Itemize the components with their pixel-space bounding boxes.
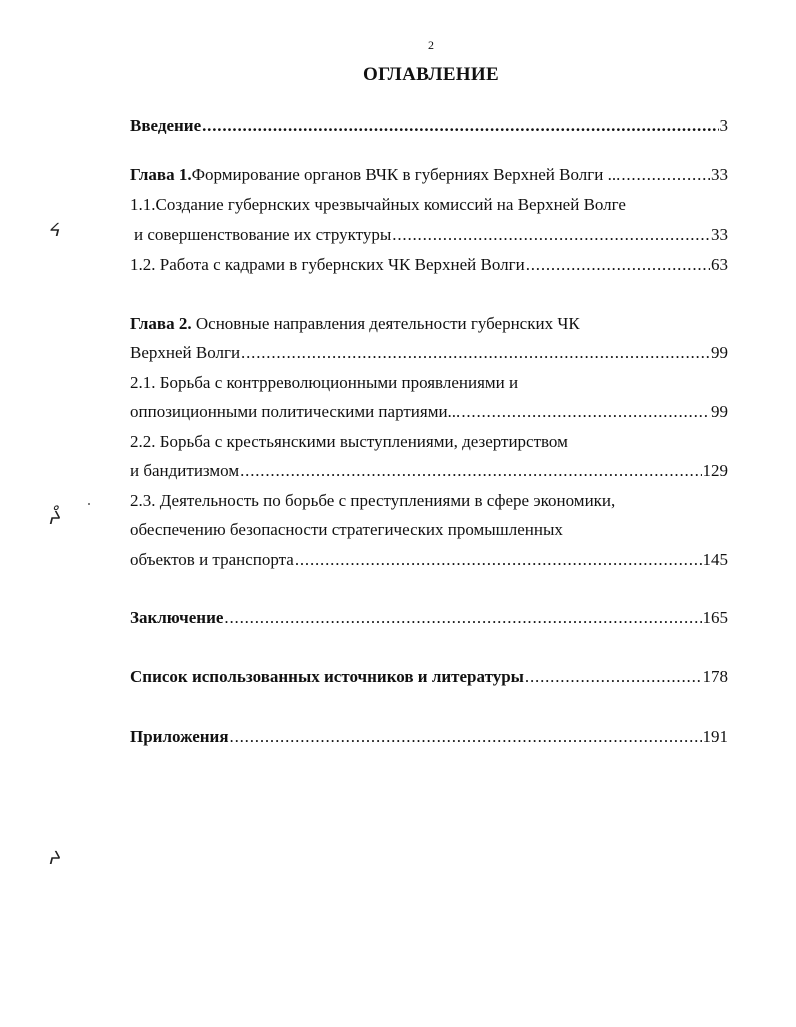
toc-entry-1-2	[130, 253, 728, 277]
toc-leader	[202, 114, 718, 138]
toc-page: 33	[711, 225, 728, 244]
toc-entry-introduction	[130, 114, 728, 138]
toc-label: Список использованных источников и литературы	[130, 667, 524, 686]
toc-page: 145	[702, 550, 728, 569]
page-number: 2	[428, 38, 434, 52]
toc-page: 178	[702, 667, 728, 686]
toc-entry-2-3-line1: 2.3. Деятельность по борьбе с преступлениями в сфере экономики,	[130, 491, 616, 510]
toc-entry-2-3-line3	[130, 548, 728, 572]
toc-entry-conclusion	[130, 606, 728, 630]
toc-entry-sources	[130, 665, 728, 689]
toc-label: оппозиционными политическими партиями...	[130, 402, 461, 421]
toc-page: 99	[711, 343, 728, 362]
margin-handwritten-mark: ᔧ	[48, 508, 60, 528]
scan-speck	[88, 503, 90, 505]
toc-label: Верхней Волги	[130, 343, 241, 362]
toc-leader	[240, 459, 701, 483]
margin-handwritten-mark: ᔦ	[48, 220, 60, 240]
toc-label: Введение	[130, 116, 202, 135]
toc-label: Заключение	[130, 608, 224, 627]
toc-entry-chapter-1	[130, 163, 728, 187]
toc-page: 165	[702, 608, 728, 627]
toc-leader	[295, 548, 702, 572]
toc-leader	[224, 606, 701, 630]
toc-leader	[241, 341, 710, 365]
toc-label	[130, 163, 620, 187]
toc-entry-2-1-line2	[130, 400, 728, 424]
toc-entry-2-3-line2: обеспечению безопасности стратегических промышленных	[130, 520, 563, 539]
toc-label: объектов и транспорта	[130, 550, 294, 569]
toc-page: 63	[711, 255, 728, 274]
toc-page: 33	[711, 165, 728, 184]
chapter-title: Основные направления деятельности губернских ЧК	[191, 314, 580, 333]
toc-entry-chapter-2-line1	[130, 312, 728, 336]
toc-leader	[392, 223, 710, 247]
toc-leader	[461, 400, 710, 424]
toc-label: 1.2. Работа с кадрами в губернских ЧК Верхней Волги	[130, 255, 525, 274]
chapter-prefix: Глава 1.	[130, 165, 192, 184]
toc-label: и бандитизмом	[130, 461, 240, 480]
toc-label: и совершенствование их структуры	[134, 225, 392, 244]
toc-page: 3	[719, 116, 728, 135]
toc-entry-1-1-line1: 1.1.Создание губернских чрезвычайных комиссий на Верхней Волге	[130, 195, 626, 214]
toc-leader	[525, 665, 702, 689]
page-title: ОГЛАВЛЕНИЕ	[363, 64, 499, 85]
toc-entry-1-1-line2	[134, 223, 728, 247]
chapter-title: Формирование органов ВЧК в губерниях Верхней Волги ...	[191, 165, 621, 184]
toc-entry-2-1-line1: 2.1. Борьба с контрреволюционными проявлениями и	[130, 373, 519, 392]
toc-leader	[526, 253, 710, 277]
toc-entry-2-2-line2	[130, 459, 728, 483]
chapter-prefix: Глава 2.	[130, 314, 192, 333]
toc-page: 191	[702, 727, 728, 746]
margin-handwritten-mark: ᔨ	[48, 848, 60, 868]
toc-leader	[230, 725, 702, 749]
toc-label: Приложения	[130, 727, 229, 746]
toc-entry-chapter-2-line2	[130, 341, 728, 365]
toc-leader	[621, 163, 710, 187]
toc-page: 99	[711, 402, 728, 421]
toc-entry-2-2-line1: 2.2. Борьба с крестьянскими выступлениями, дезертирством	[130, 432, 568, 451]
toc-page: 129	[702, 461, 728, 480]
toc-entry-appendix	[130, 725, 728, 749]
